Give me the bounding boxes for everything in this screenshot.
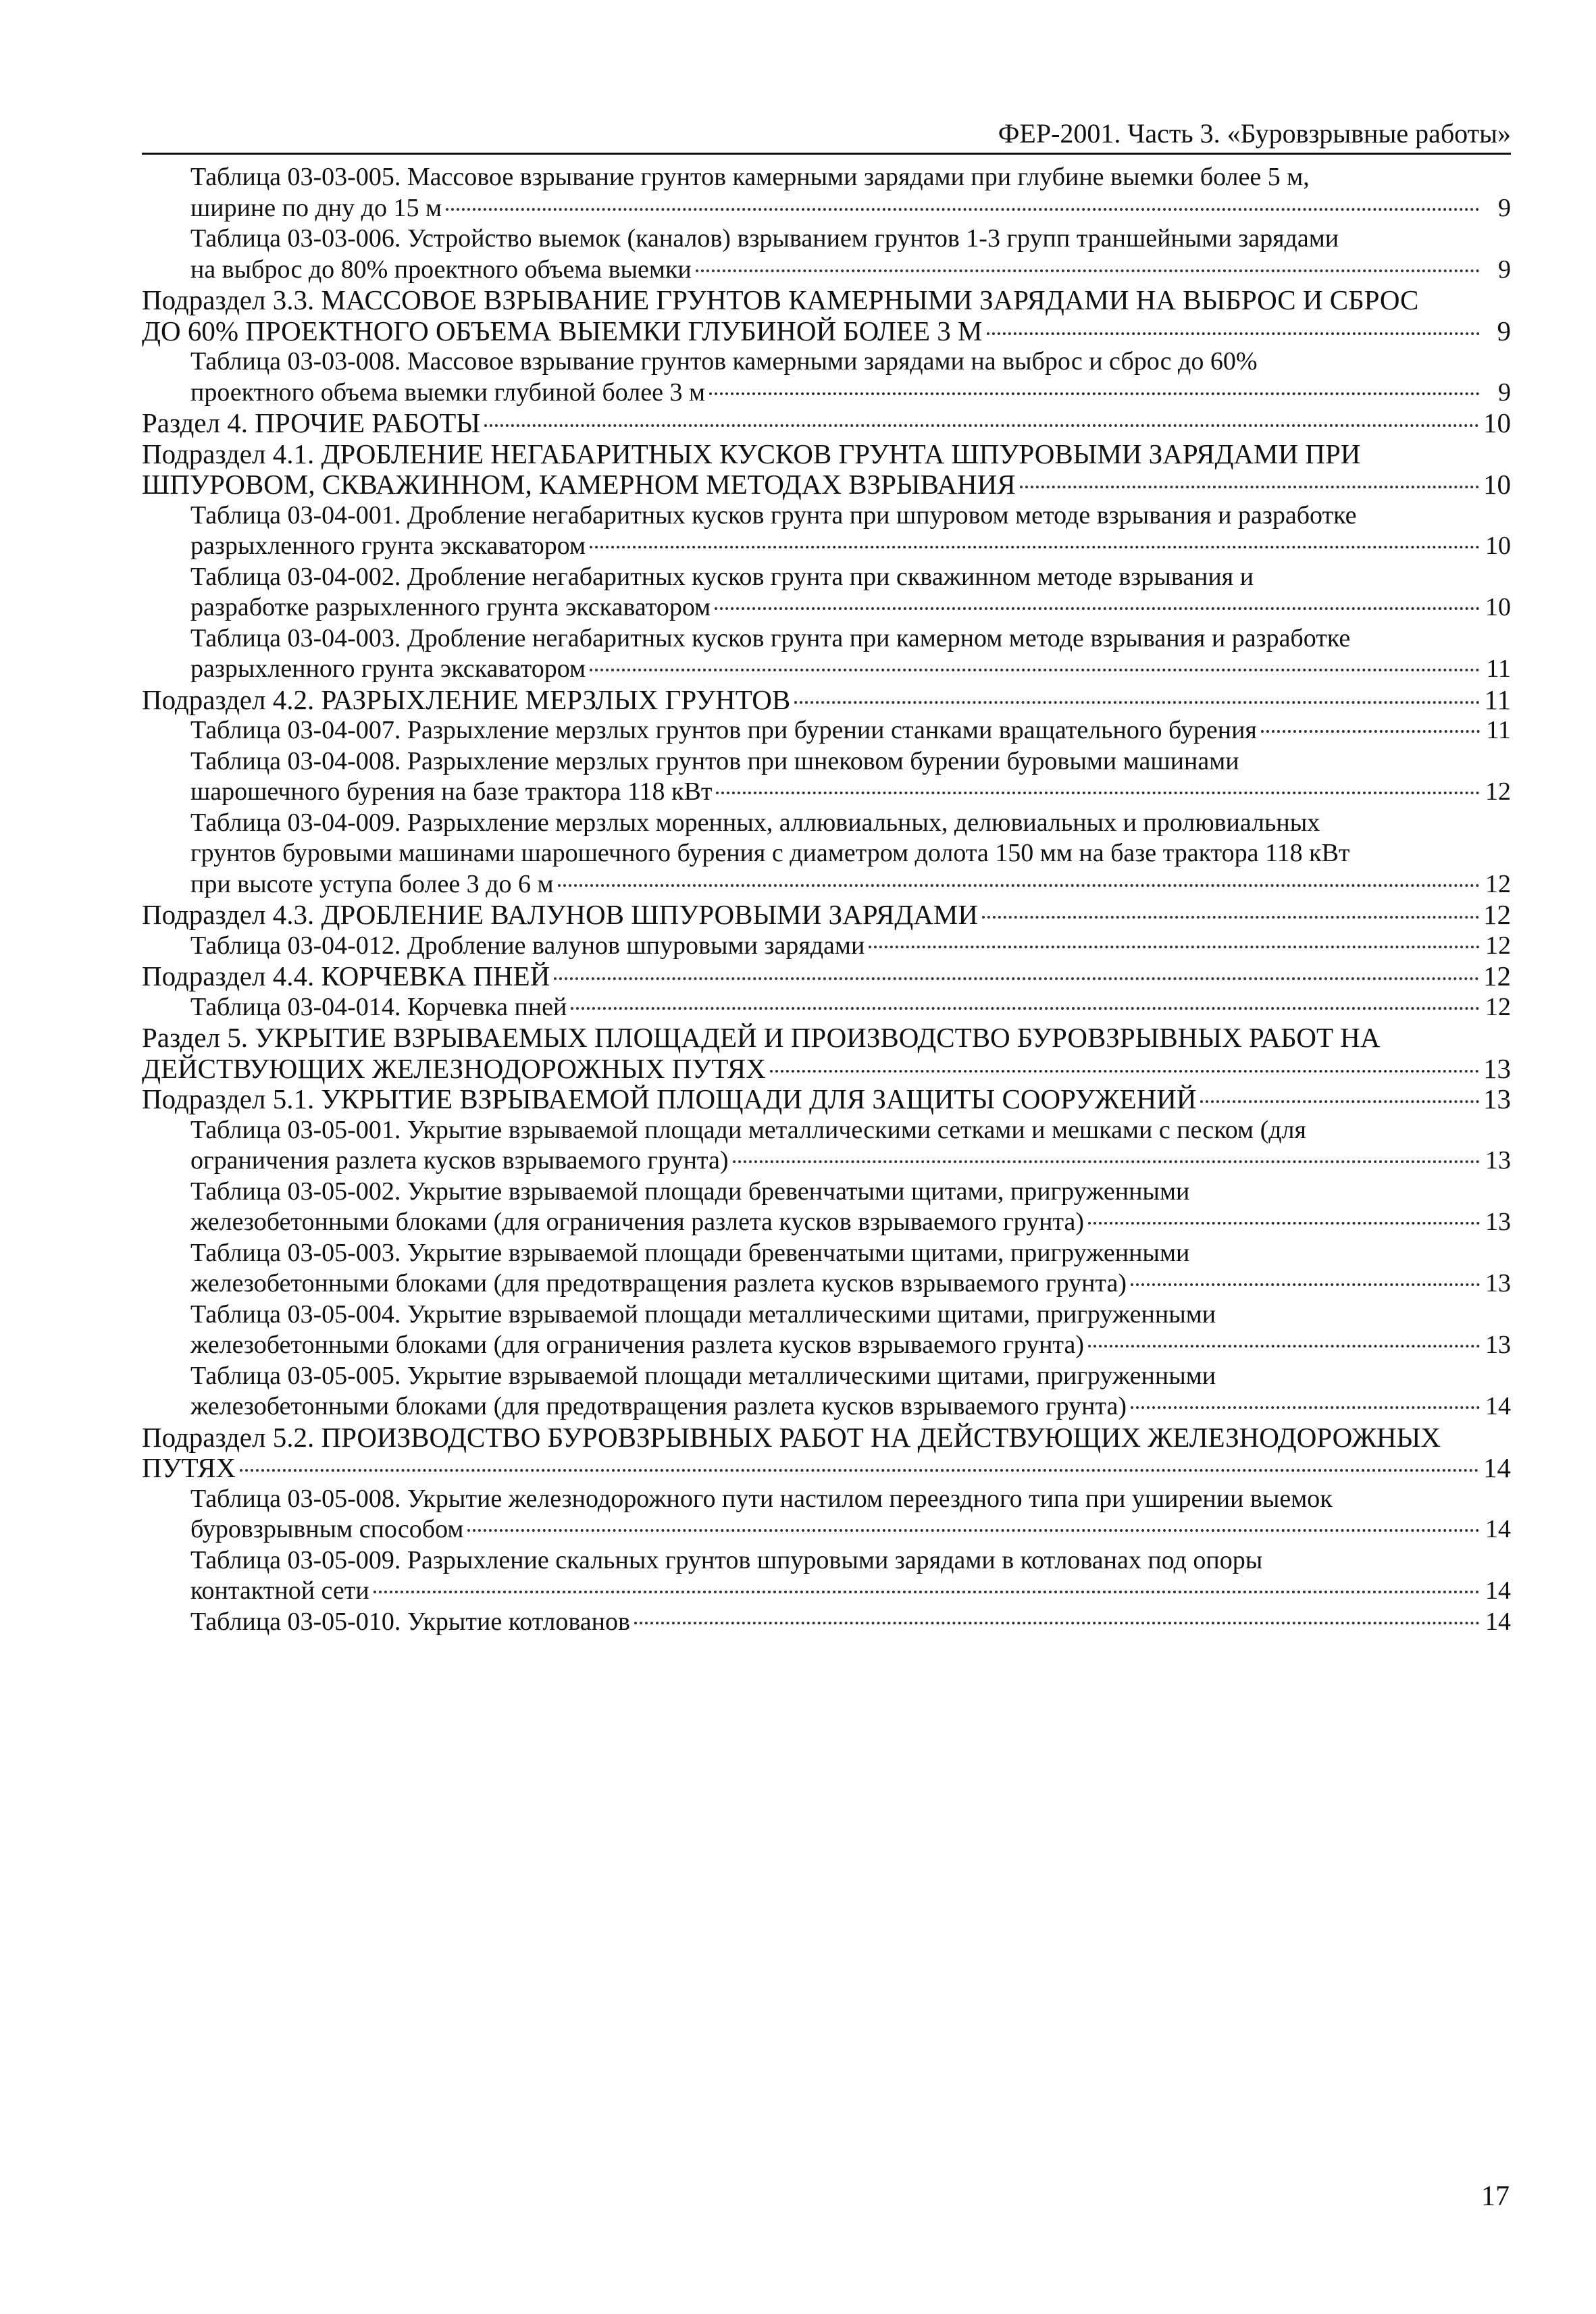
toc-page-number: 11 — [1484, 684, 1511, 715]
toc-entry-text-line: ШПУРОВОМ, СКВАЖИННОМ, КАМЕРНОМ МЕТОДАХ ВЗРЫВАНИЯ — [142, 469, 1016, 500]
toc-page-number: 10 — [1485, 532, 1511, 560]
toc-entry-last-line — [190, 531, 1511, 562]
toc-entry-table[interactable] — [142, 746, 1511, 808]
toc-entry-text-line: Таблица 03-04-014. Корчевка пней — [190, 992, 567, 1021]
toc-entry-text-line: Таблица 03-05-005. Укрытие взрываемой площади металлическими щитами, пригруженными — [190, 1361, 1216, 1390]
toc-entry-subsection[interactable] — [142, 439, 1511, 500]
toc-entry-text-line: Подраздел 4.3. ДРОБЛЕНИЕ ВАЛУНОВ ШПУРОВЫМИ ЗАРЯДАМИ — [142, 899, 978, 930]
toc-entry-text-line: ограничения разлета кусков взрываемого грунта) — [190, 1146, 729, 1175]
toc-entry-table[interactable] — [142, 1300, 1511, 1361]
toc-entry-last-line — [190, 378, 1511, 409]
toc-page-number: 12 — [1485, 777, 1511, 806]
toc-entry-last-line — [142, 685, 1511, 716]
dot-leader — [1131, 1406, 1480, 1409]
toc-entry-text-line: Таблица 03-05-001. Укрытие взрываемой площади металлическими сетками и мешками с песком (для — [190, 1115, 1306, 1144]
toc-page-number: 13 — [1483, 1083, 1511, 1114]
toc-page-number: 12 — [1485, 869, 1511, 898]
toc-page-number: 14 — [1485, 1576, 1511, 1605]
toc-entry-text-line: Таблица 03-04-007. Разрыхление мерзлых грунтов при бурении станками вращательного бурения — [190, 716, 1257, 744]
toc-page-number: 14 — [1483, 1452, 1511, 1483]
dot-leader — [987, 332, 1480, 335]
dot-leader — [571, 1007, 1480, 1010]
toc-entry-subsection[interactable] — [142, 1084, 1511, 1115]
toc-entry-text-line: ДО 60% ПРОЕКТНОГО ОБЪЕМА ВЫЕМКИ ГЛУБИНОЙ БОЛЕЕ 3 М — [142, 315, 983, 346]
toc-entry-last-line — [190, 1146, 1511, 1177]
toc-entry-table[interactable] — [142, 1361, 1511, 1422]
toc-page-number: 11 — [1486, 654, 1511, 683]
toc-entry-subsection[interactable] — [142, 685, 1511, 716]
dot-leader — [770, 1070, 1479, 1073]
dot-leader — [715, 607, 1480, 610]
toc-entry-table[interactable] — [142, 808, 1511, 900]
toc-entry-table[interactable] — [142, 1115, 1511, 1177]
toc-entry-text-line: железобетонными блоками (для предотвращения разлета кусков взрываемого грунта) — [190, 1392, 1127, 1420]
toc-entry-text-line: разрыхленного грунта экскаватором — [190, 654, 586, 683]
toc-entry-last-line — [190, 869, 1511, 900]
toc-entry-table[interactable] — [142, 715, 1511, 746]
toc-entry-last-line — [142, 1054, 1511, 1085]
toc-entry-text-line: Раздел 5. УКРЫТИЕ ВЗРЫВАЕМЫХ ПЛОЩАДЕЙ И ПРОИЗВОДСТВО БУРОВЗРЫВНЫХ РАБОТ НА — [142, 1022, 1381, 1053]
dot-leader — [733, 1160, 1480, 1163]
toc-entry-text-line: Подраздел 3.3. МАССОВОЕ ВЗРЫВАНИЕ ГРУНТОВ КАМЕРНЫМИ ЗАРЯДАМИ НА ВЫБРОС И СБРОС — [142, 284, 1419, 315]
toc-entry-table[interactable] — [142, 1484, 1511, 1545]
toc-page-number: 13 — [1485, 1208, 1511, 1236]
toc-page-number: 14 — [1485, 1607, 1511, 1636]
toc-entry-text-line: контактной сети — [190, 1576, 369, 1605]
toc-entry-section[interactable] — [142, 408, 1511, 439]
toc-entry-text-line: Таблица 03-03-005. Массовое взрывание грунтов камерными зарядами при глубине выемки более 5 м, — [190, 163, 1310, 191]
dot-leader — [1261, 730, 1480, 733]
toc-entry-table[interactable] — [142, 162, 1511, 224]
toc-entry-text-line: Таблица 03-05-009. Разрыхление скальных грунтов шпуровыми зарядами в котлованах под опоры — [190, 1545, 1263, 1574]
toc-entry-table[interactable] — [142, 562, 1511, 623]
toc-entry-text-line: железобетонными блоками (для предотвращения разлета кусков взрываемого грунта) — [190, 1269, 1127, 1297]
toc-entry-text-line: Подраздел 4.1. ДРОБЛЕНИЕ НЕГАБАРИТНЫХ КУСКОВ ГРУНТА ШПУРОВЫМИ ЗАРЯДАМИ ПРИ — [142, 438, 1361, 469]
toc-entry-text-line: железобетонными блоками (для ограничения разлета кусков взрываемого грунта) — [190, 1208, 1085, 1236]
toc-entry-last-line — [190, 1330, 1511, 1361]
toc-page-number: 14 — [1485, 1392, 1511, 1420]
toc-entry-last-line — [190, 1514, 1511, 1545]
toc-entry-last-line — [190, 992, 1511, 1023]
toc-entry-table[interactable] — [142, 346, 1511, 408]
dot-leader — [240, 1469, 1479, 1472]
toc-page-number: 10 — [1483, 407, 1511, 438]
toc-entry-last-line — [190, 193, 1511, 224]
toc-page-number: 9 — [1498, 193, 1511, 222]
dot-leader — [1088, 1345, 1480, 1347]
toc-entry-text-line: Таблица 03-05-004. Укрытие взрываемой площади металлическими щитами, пригруженными — [190, 1300, 1216, 1329]
toc-page-number: 9 — [1497, 315, 1511, 346]
toc-entry-last-line — [142, 1084, 1511, 1115]
toc-entry-text-line: буровзрывным способом — [190, 1515, 464, 1543]
toc-page-number: 12 — [1485, 931, 1511, 960]
toc-entry-last-line — [190, 715, 1511, 746]
toc-entry-table[interactable] — [142, 1238, 1511, 1300]
toc-entry-text-line: Таблица 03-05-002. Укрытие взрываемой площади бревенчатыми щитами, пригруженными — [190, 1177, 1190, 1206]
toc-page-number: 9 — [1498, 378, 1511, 407]
toc-entry-table[interactable] — [142, 992, 1511, 1023]
page-number: 17 — [1481, 2181, 1510, 2212]
dot-leader — [446, 208, 1480, 211]
toc-entry-text-line: проектного объема выемки глубиной более 3 м — [190, 378, 705, 407]
toc-entry-text-line: Таблица 03-04-003. Дробление негабаритных кусков грунта при камерном методе взрывания и разработке — [190, 623, 1351, 652]
dot-leader — [696, 269, 1480, 272]
toc-entry-text-line: железобетонными блоками (для ограничения разлета кусков взрываемого грунта) — [190, 1331, 1085, 1359]
toc-entry-table[interactable] — [142, 500, 1511, 562]
toc-page-number: 9 — [1498, 255, 1511, 284]
toc-entry-table[interactable] — [142, 1545, 1511, 1607]
toc-entry-text-line: Таблица 03-03-008. Массовое взрывание грунтов камерными зарядами на выброс и сброс до 60% — [190, 347, 1258, 376]
toc-entry-subsection[interactable] — [142, 900, 1511, 931]
toc-entry-subsection[interactable] — [142, 285, 1511, 346]
table-of-contents — [142, 162, 1511, 1637]
toc-page-number: 13 — [1485, 1269, 1511, 1297]
toc-entry-text-line: Таблица 03-04-001. Дробление негабаритных кусков грунта при шпуровом методе взрывания и разработке — [190, 500, 1357, 530]
toc-entry-last-line — [142, 316, 1511, 347]
dot-leader — [1020, 486, 1479, 488]
dot-leader — [558, 884, 1480, 887]
toc-page-number: 14 — [1485, 1515, 1511, 1543]
toc-entry-text-line: Таблица 03-05-010. Укрытие котлованов — [190, 1607, 630, 1636]
toc-entry-last-line — [190, 1207, 1511, 1238]
toc-entry-text-line: Подраздел 4.2. РАЗРЫХЛЕНИЕ МЕРЗЛЫХ ГРУНТОВ — [142, 684, 791, 715]
toc-entry-text-line: на выброс до 80% проектного объема выемки — [190, 255, 692, 284]
toc-entry-text-line: Подраздел 5.2. ПРОИЗВОДСТВО БУРОВЗРЫВНЫХ РАБОТ НА ДЕЙСТВУЮЩИХ ЖЕЛЕЗНОДОРОЖНЫХ — [142, 1421, 1441, 1453]
toc-entry-last-line — [190, 1391, 1511, 1422]
toc-entry-text-line: при высоте уступа более 3 до 6 м — [190, 869, 554, 898]
toc-entry-last-line — [190, 654, 1511, 685]
toc-page-number: 13 — [1485, 1331, 1511, 1359]
dot-leader — [484, 424, 1479, 427]
toc-page-number: 10 — [1485, 593, 1511, 621]
toc-entry-last-line — [190, 931, 1511, 962]
toc-page-number: 11 — [1486, 716, 1511, 744]
toc-entry-text-line: ширине по дну до 15 м — [190, 193, 442, 222]
toc-entry-text-line: разработке разрыхленного грунта экскаватором — [190, 593, 711, 621]
toc-entry-section[interactable] — [142, 1023, 1511, 1084]
toc-page-number: 12 — [1483, 899, 1511, 930]
dot-leader — [590, 669, 1480, 671]
toc-page-number: 12 — [1483, 960, 1511, 992]
toc-entry-last-line — [190, 255, 1511, 286]
toc-entry-last-line — [190, 777, 1511, 808]
toc-entry-last-line — [190, 1268, 1511, 1300]
toc-entry-last-line — [190, 1607, 1511, 1638]
toc-entry-last-line — [142, 900, 1511, 931]
dot-leader — [794, 701, 1480, 704]
dot-leader — [869, 946, 1480, 948]
header-title: ФЕР-2001. Часть 3. «Буровзрывные работы» — [998, 118, 1511, 149]
toc-entry-text-line: грунтов буровыми машинами шарошечного бурения с диаметром долота 150 мм на базе трактора 118 кВт — [190, 839, 1350, 867]
dot-leader — [634, 1622, 1480, 1624]
dot-leader — [1131, 1283, 1480, 1286]
toc-entry-text-line: шарошечного бурения на базе трактора 118 кВт — [190, 777, 713, 806]
toc-entry-text-line: ДЕЙСТВУЮЩИХ ЖЕЛЕЗНОДОРОЖНЫХ ПУТЯХ — [142, 1052, 766, 1084]
toc-entry-table[interactable] — [142, 623, 1511, 685]
toc-entry-table[interactable] — [142, 224, 1511, 285]
toc-entry-text-line: Подраздел 5.1. УКРЫТИЕ ВЗРЫВАЕМОЙ ПЛОЩАДИ ДЛЯ ЗАЩИТЫ СООРУЖЕНИЙ — [142, 1083, 1197, 1114]
dot-leader — [1088, 1222, 1480, 1225]
toc-page-number: 13 — [1485, 1146, 1511, 1175]
toc-entry-last-line — [142, 1453, 1511, 1484]
dot-leader — [982, 916, 1479, 919]
toc-entry-last-line — [142, 961, 1511, 992]
dot-leader — [467, 1529, 1480, 1532]
toc-entry-text-line: Таблица 03-04-002. Дробление негабаритных кусков грунта при скважинном методе взрывания и — [190, 562, 1254, 591]
dot-leader — [1200, 1100, 1479, 1103]
toc-entry-text-line: Раздел 4. ПРОЧИЕ РАБОТЫ — [142, 407, 481, 438]
toc-entry-text-line: Подраздел 4.4. КОРЧЕВКА ПНЕЙ — [142, 960, 550, 992]
toc-page-number: 12 — [1485, 992, 1511, 1021]
toc-entry-text-line: Таблица 03-04-012. Дробление валунов шпуровыми зарядами — [190, 931, 865, 960]
toc-entry-subsection[interactable] — [142, 1422, 1511, 1484]
toc-entry-last-line — [142, 408, 1511, 439]
toc-entry-table[interactable] — [142, 1177, 1511, 1238]
dot-leader — [554, 977, 1479, 980]
toc-entry-text-line: Таблица 03-05-008. Укрытие железнодорожного пути настилом переездного типа при уширении выемок — [190, 1484, 1333, 1513]
toc-entry-text-line: ПУТЯХ — [142, 1452, 236, 1483]
dot-leader — [716, 792, 1480, 794]
toc-entry-table[interactable] — [142, 931, 1511, 962]
toc-entry-text-line: Таблица 03-04-008. Разрыхление мерзлых грунтов при шнековом бурении буровыми машинами — [190, 746, 1239, 775]
toc-entry-subsection[interactable] — [142, 961, 1511, 992]
dot-leader — [709, 392, 1480, 395]
toc-entry-text-line: разрыхленного грунта экскаватором — [190, 532, 586, 560]
dot-leader — [374, 1591, 1480, 1593]
toc-entry-text-line: Таблица 03-05-003. Укрытие взрываемой площади бревенчатыми щитами, пригруженными — [190, 1238, 1190, 1267]
toc-entry-table[interactable] — [142, 1607, 1511, 1638]
toc-entry-last-line — [142, 469, 1511, 500]
running-header — [142, 108, 1511, 155]
toc-entry-text-line: Таблица 03-03-006. Устройство выемок (каналов) взрыванием грунтов 1-3 групп траншейными зарядами — [190, 224, 1339, 253]
toc-entry-last-line — [190, 1576, 1511, 1607]
dot-leader — [590, 546, 1480, 548]
toc-page-number: 10 — [1483, 469, 1511, 500]
toc-entry-last-line — [190, 592, 1511, 623]
toc-page-number: 13 — [1483, 1052, 1511, 1084]
toc-entry-text-line: Таблица 03-04-009. Разрыхление мерзлых моренных, аллювиальных, делювиальных и пролювиальных — [190, 808, 1320, 837]
